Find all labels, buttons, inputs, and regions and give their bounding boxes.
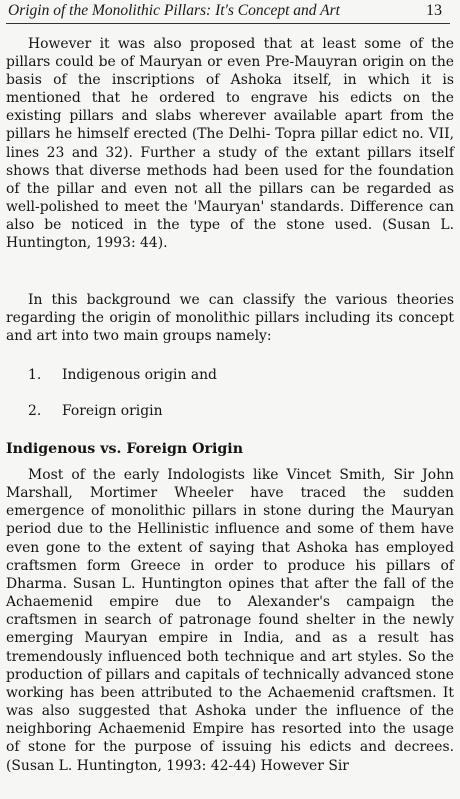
paragraph-1: However it was also proposed that at least some of the pillars could be of Mauryan or even Pre-Mauyran origin on the basis of the inscriptions of Ashoka itself, in which it is mentioned that he ordered to engrave his edicts on the existing pillars and slabs wherever available apart from the pillars he himself erected (The Delhi- Topra pillar edict no. VII, lines 23 and 32). Further a study of the extant pillars itself shows that diverse methods had been used for the foundation of the pillar and even not all the pillars can be regarded as well-polished to meet the 'Mauryan' standards. Difference can also be noticed in the type of the stone used. (Susan L. Huntington, 1993: 44). bbox=[6, 36, 454, 252]
list-item bbox=[28, 366, 217, 384]
list-item bbox=[28, 402, 163, 420]
paragraph-3: Most of the early Indologists like Vincet Smith, Sir John Marshall, Mortimer Wheeler have traced the sudden emergence of monolithic pillars in stone during the Mauryan period due to the Hellinistic influence and some of them have even gone to the extent of saying that Ashoka has employed craftsmen form Greece in order to produce his pillars of Dharma. Susan L. Huntington opines that after the fall of the Achaemenid empire due to Alexander's campaign the craftsmen in search of patronage found shelter in the newly emerging Mauryan empire in India, and as a result has tremendously influenced both technique and art styles. So the production of pillars and capitals of technically advanced stone working has been attributed to the Achaemenid craftsmen. It was also suggested that Ashoka under the influence of the neighboring Achaemenid Empire has resorted into the usage of stone for the purpose of issuing his edicts and decrees. (Susan L. Huntington, 1993: 42-44) However Sir bbox=[6, 467, 454, 774]
page-number: 13 bbox=[426, 2, 442, 19]
list-text: Foreign origin bbox=[62, 403, 163, 419]
paragraph-2: In this background we can classify the various theories regarding the origin of monolithic pillars including its concept and art into two main groups namely: bbox=[6, 292, 454, 345]
running-title: Origin of the Monolithic Pillars: It's Concept and Art bbox=[8, 2, 340, 19]
header-rule bbox=[6, 23, 450, 24]
section-heading: Indigenous vs. Foreign Origin bbox=[6, 441, 244, 457]
list-number: 1. bbox=[28, 367, 42, 383]
list-number: 2. bbox=[28, 403, 42, 419]
list-text: Indigenous origin and bbox=[62, 367, 217, 383]
